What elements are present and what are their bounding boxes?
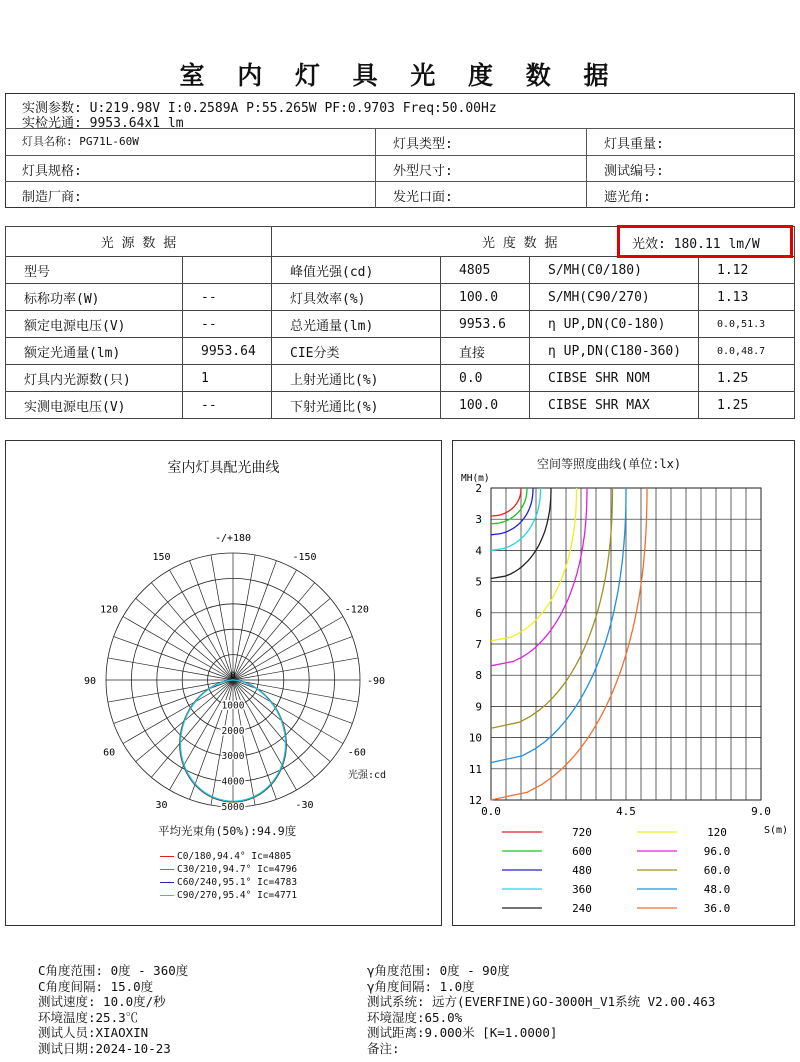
iso-legend-label: 360 [572, 883, 592, 896]
iso-ytick: 9 [475, 700, 482, 714]
lamp-type: 灯具类型: [393, 137, 453, 152]
iso-legend-label: 36.0 [703, 902, 731, 915]
iso-ytick: 8 [475, 669, 482, 683]
iso-xtick: 0.0 [481, 805, 501, 818]
polar-unit-label: 光强:cd [348, 770, 387, 781]
polar-angle-label: 150 [152, 552, 171, 564]
table-row: 额定光通量(lm) 9953.64 CIE分类 直接 η UP,DN(C180-360) 0.0,48.7 [6, 338, 795, 365]
iso-legend-label: 720 [572, 826, 592, 839]
polar-angle-label: 60 [103, 747, 116, 759]
iso-xtick: 9.0 [751, 805, 771, 818]
iso-legend-label: 600 [572, 845, 592, 858]
iso-ylabel: MH(m) [461, 473, 490, 484]
legend-item: C90/270,95.4° Ic=4771 [160, 890, 297, 903]
polar-radial-label: 5000 [221, 802, 245, 813]
table-row: 标称功率(W) -- 灯具效率(%) 100.0 S/MH(C90/270) 1.13 [6, 284, 795, 311]
legend-swatch [160, 869, 174, 870]
polar-angle-label: -90 [366, 676, 386, 687]
iso-ytick: 6 [475, 606, 482, 620]
polar-radial-label: 2000 [221, 725, 245, 737]
photometric-header: 光 度 数 据 [272, 227, 795, 257]
legend-item: C60/240,95.1° Ic=4783 [160, 877, 297, 890]
iso-contour [491, 488, 587, 666]
polar-zero-label: 0 [230, 671, 236, 681]
polar-angle-label: -120 [344, 604, 369, 616]
table-row: 实测电源电压(V) -- 下射光通比(%) 100.0 CIBSE SHR MAX 1.25 [6, 392, 795, 419]
iso-contour [491, 488, 577, 641]
iso-contour [491, 488, 613, 728]
iso-contour [491, 488, 527, 524]
iso-legend-label: 48.0 [703, 883, 731, 896]
polar-angle-label: 30 [155, 799, 168, 811]
manufacturer: 制造厂商: [22, 190, 82, 205]
legend-swatch [160, 895, 174, 896]
legend-swatch [160, 882, 174, 883]
beam-angle: 平均光束角(50%):94.9度 [158, 824, 297, 838]
efficacy-value: 光效: 180.11 lm/W [632, 237, 760, 252]
footer-right: γ角度范围: 0度 - 90度 γ角度间隔: 1.0度 测试系统: 远方(EVERFINE)GO-3000H_V1系统 V2.00.463 环境湿度:65.0% 测试距离:9.000米 [K=1.0000] 备注: [367, 963, 716, 1056]
measured-params: 实测参数: U:219.98V I:0.2589A P:55.265W PF:0.9703 Freq:50.00Hz [22, 101, 497, 116]
iso-legend-label: 96.0 [703, 845, 731, 858]
iso-legend-label: 480 [572, 864, 592, 877]
iso-ytick: 2 [475, 482, 482, 495]
emitting-surface: 发光口面: [393, 190, 453, 205]
iso-ytick: 3 [475, 513, 482, 527]
polar-angle-label: -150 [292, 552, 317, 564]
polar-legend [160, 851, 297, 903]
page-title: 室 内 灯 具 光 度 数 据 [179, 61, 621, 90]
polar-angle-label: 120 [100, 604, 119, 616]
isolux-title: 空间等照度曲线(单位:lx) [537, 457, 682, 471]
polar-radial-label: 1000 [221, 700, 245, 712]
table-row: 型号 峰值光强(cd) 4805 S/MH(C0/180) 1.12 [6, 257, 795, 284]
isolux-chart [452, 440, 795, 926]
iso-ytick: 10 [468, 731, 482, 745]
polar-angle-label: -60 [347, 747, 366, 759]
iso-legend-label: 60.0 [703, 864, 731, 877]
table-row: 灯具内光源数(只) 1 上射光通比(%) 0.0 CIBSE SHR NOM 1.25 [6, 365, 795, 392]
legend-item: C30/210,94.7° Ic=4796 [160, 864, 297, 877]
lamp-spec: 灯具规格: [22, 164, 82, 179]
lamp-name: 灯具名称: PG71L-60W [22, 135, 139, 148]
outline-size: 外型尺寸: [393, 164, 453, 179]
iso-ytick: 5 [475, 575, 482, 589]
table-row: 额定电源电压(V) -- 总光通量(lm) 9953.6 η UP,DN(C0-180) 0.0,51.3 [6, 311, 795, 338]
iso-ytick: 12 [468, 794, 482, 807]
legend-item: C0/180,94.4° Ic=4805 [160, 851, 297, 864]
polar-angle-label: -/+180 [214, 533, 252, 544]
iso-ytick: 7 [475, 638, 482, 651]
polar-title: 室内灯具配光曲线 [167, 460, 280, 476]
legend-swatch [160, 856, 174, 857]
polar-radial-label: 3000 [221, 751, 245, 763]
iso-xlabel: S(m) [764, 825, 789, 836]
polar-angle-label: -30 [295, 799, 314, 811]
polar-radial-label: 4000 [221, 776, 245, 788]
iso-xtick: 4.5 [616, 805, 636, 818]
iso-ytick: 4 [475, 544, 482, 558]
shielding-angle: 遮光角: [604, 190, 651, 205]
test-number: 测试编号: [604, 164, 664, 179]
iso-ytick: 11 [468, 762, 482, 776]
iso-legend-label: 120 [707, 826, 727, 839]
footer-left: C角度范围: 0度 - 360度 C角度间隔: 15.0度 测试速度: 10.0度/秒 环境温度:25.3℃ 测试人员:XIAOXIN 测试日期:2024-10-23 [38, 963, 189, 1056]
measured-flux: 实检光通: 9953.64x1 lm [22, 116, 184, 131]
lamp-weight: 灯具重量: [604, 137, 664, 152]
light-source-header: 光 源 数 据 [6, 227, 272, 257]
polar-angle-label: 90 [83, 676, 97, 687]
iso-legend-label: 240 [572, 902, 592, 915]
